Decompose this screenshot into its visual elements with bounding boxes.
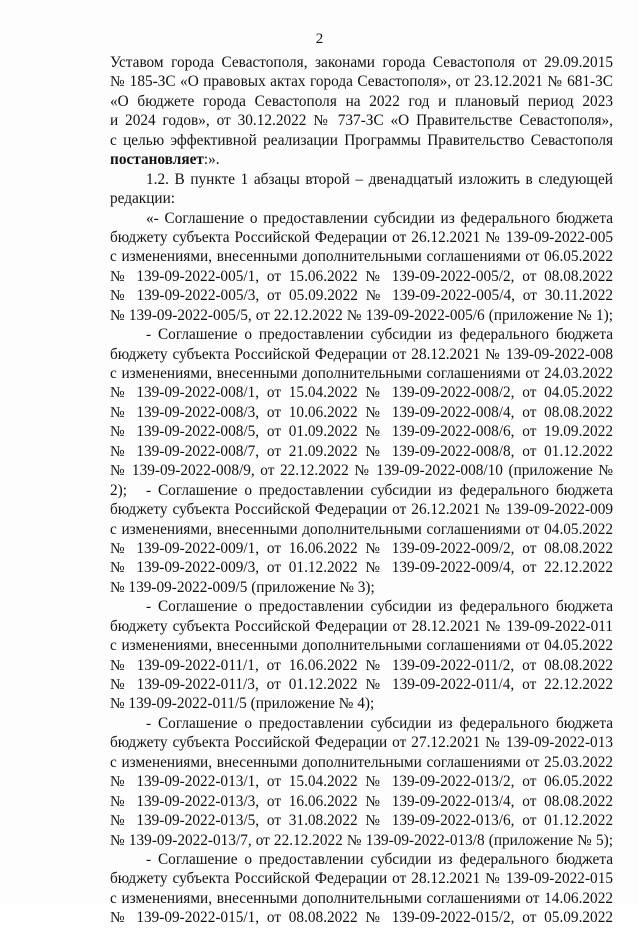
text-line [110, 869, 613, 888]
line-text: № 139-09-2022-008/9, от 22.12.2022 № 139-09-2022-008/10 (приложение № 2); [110, 462, 613, 499]
text-line [110, 170, 613, 189]
text-line [110, 92, 613, 111]
line-text: № 139-09-2022-008/5, от 01.09.2022 № 139-09-2022-008/6, от 19.09.2022 [110, 423, 613, 441]
line-text: № 139-09-2022-005/3, от 05.09.2022 № 139-09-2022-005/4, от 30.11.2022 [110, 287, 613, 305]
line-text: № 139-09-2022-005/1, от 15.06.2022 № 139-09-2022-005/2, от 08.08.2022 [110, 267, 613, 285]
text-line [110, 636, 613, 655]
line-text: № 139-09-2022-008/1, от 15.04.2022 № 139-09-2022-008/2, от 04.05.2022 [110, 384, 613, 402]
line-text: № 139-09-2022-008/3, от 10.06.2022 № 139-09-2022-008/4, от 08.08.2022 [110, 403, 613, 421]
line-text: № 139-09-2022-013/1, от 15.04.2022 № 139-09-2022-013/2, от 06.05.2022 [110, 773, 613, 791]
text-line [110, 53, 613, 72]
text-line [110, 267, 613, 286]
text-line [110, 520, 613, 539]
line-text: бюджету субъекта Российской Федерации от 28.12.2021 № 139-09-2022-011 [110, 617, 613, 635]
line-text: Уставом города Севастополя, законами города Севастополя от 29.09.2015 [110, 54, 613, 71]
line-text: № 139-09-2022-011/1, от 16.06.2022 № 139-09-2022-011/2, от 08.08.2022 [110, 656, 613, 674]
text-line [110, 694, 613, 713]
text-line [110, 597, 613, 616]
text-line [110, 403, 613, 422]
text-line [110, 209, 613, 228]
line-text: № 139-09-2022-013/7, от 22.12.2022 № 139-09-2022-013/8 (приложение № 5); [110, 831, 613, 849]
text-line [110, 481, 613, 500]
line-text: № 139-09-2022-009/5 (приложение № 3); [110, 578, 375, 596]
text-line [110, 908, 613, 927]
text-line [110, 247, 613, 266]
text-line [110, 306, 613, 325]
line-text: :». [203, 151, 220, 169]
text-line [110, 578, 613, 597]
line-text: № 139-09-2022-013/5, от 31.08.2022 № 139-09-2022-013/6, от 01.12.2022 [110, 812, 613, 830]
page-number: 2 [315, 31, 324, 47]
document-body-text [110, 53, 613, 928]
text-line [110, 189, 613, 208]
text-line [110, 733, 613, 752]
text-line [110, 811, 613, 830]
line-text: № 139-09-2022-009/1, от 16.06.2022 № 139-09-2022-009/2, от 08.08.2022 [110, 539, 613, 557]
bold-keyword: постановляет [110, 151, 204, 169]
line-text: № 139-09-2022-005/5, от 22.12.2022 № 139-09-2022-005/6 (приложение № 1); [110, 306, 613, 324]
line-text: с изменениями, внесенными дополнительными соглашениями от 04.05.2022 [110, 520, 613, 538]
line-text: бюджету субъекта Российской Федерации от 28.12.2021 № 139-09-2022-008 [110, 345, 613, 363]
line-text: № 139-09-2022-011/3, от 01.12.2022 № 139-09-2022-011/4, от 22.12.2022 [110, 676, 613, 693]
line-text: бюджету субъекта Российской Федерации от 28.12.2021 № 139-09-2022-015 [110, 870, 613, 888]
line-text: № 139-09-2022-009/3, от 01.12.2022 № 139-09-2022-009/4, от 22.12.2022 [110, 559, 613, 577]
line-text: № 185-ЗС «О правовых актах города Севастополя», от 23.12.2021 № 681-ЗС [110, 73, 613, 91]
line-text: бюджету субъекта Российской Федерации от 27.12.2021 № 139-09-2022-013 [110, 734, 613, 752]
line-text: «О бюджете города Севастополя на 2022 год и плановый период 2023 [110, 92, 613, 110]
text-line [110, 714, 613, 733]
line-text: - Соглашение о предоставлении субсидии из федерального бюджета [146, 481, 613, 499]
line-text: - Соглашение о предоставлении субсидии из федерального бюджета [146, 714, 613, 732]
text-line [110, 345, 613, 364]
line-text: бюджету субъекта Российской Федерации от 26.12.2021 № 139-09-2022-009 [110, 501, 613, 519]
text-line [110, 772, 613, 791]
text-line [110, 286, 613, 305]
text-line [110, 422, 613, 441]
text-line [110, 558, 613, 577]
text-line [110, 364, 613, 383]
text-line [110, 831, 613, 850]
text-line [110, 539, 613, 558]
line-text: № 139-09-2022-015/1, от 08.08.2022 № 139-09-2022-015/2, от 05.09.2022 [110, 909, 613, 927]
line-text: № 139-09-2022-013/3, от 16.06.2022 № 139-09-2022-013/4, от 08.08.2022 [110, 792, 613, 810]
text-line [110, 500, 613, 519]
text-line [110, 442, 613, 461]
text-line [110, 383, 613, 402]
line-text: - Соглашение о предоставлении субсидии из федерального бюджета [146, 850, 613, 868]
text-line [110, 72, 613, 91]
line-text: и 2024 годов», от 30.12.2022 № 737-ЗС «О Правительстве Севастополя», [110, 112, 613, 130]
line-text: № 139-09-2022-008/7, от 21.09.2022 № 139-09-2022-008/8, от 01.12.2022 [110, 442, 613, 460]
text-line [110, 889, 613, 908]
text-line [110, 850, 613, 869]
line-text: 1.2. В пункте 1 абзацы второй – двенадцатый изложить в следующей [146, 170, 613, 188]
line-text: с изменениями, внесенными дополнительными соглашениями от 24.03.2022 [110, 365, 613, 382]
line-text: с изменениями, внесенными дополнительными соглашениями от 14.06.2022 [110, 889, 613, 907]
text-line [110, 617, 613, 636]
line-text: бюджету субъекта Российской Федерации от 26.12.2021 № 139-09-2022-005 [110, 228, 613, 246]
line-text: редакции: [110, 190, 176, 208]
line-text: № 139-09-2022-011/5 (приложение № 4); [110, 695, 375, 713]
line-text: с изменениями, внесенными дополнительными соглашениями от 25.03.2022 [110, 753, 613, 771]
line-text: - Соглашение о предоставлении субсидии из федерального бюджета [146, 598, 613, 616]
line-text: «- Соглашение о предоставлении субсидии из федерального бюджета [146, 209, 613, 227]
text-line [110, 753, 613, 772]
text-line [110, 325, 613, 344]
text-line [110, 792, 613, 811]
line-text: с изменениями, внесенными дополнительными соглашениями от 06.05.2022 [110, 248, 613, 266]
text-line [110, 675, 613, 694]
text-line [110, 111, 613, 130]
text-line [110, 228, 613, 247]
line-text: с целью эффективной реализации Программы Правительство Севастополя [110, 131, 613, 149]
line-text: с изменениями, внесенными дополнительными соглашениями от 04.05.2022 [110, 637, 613, 655]
text-line [110, 150, 613, 169]
text-line [110, 656, 613, 675]
line-text: - Соглашение о предоставлении субсидии из федерального бюджета [146, 326, 613, 344]
text-line [110, 131, 613, 150]
